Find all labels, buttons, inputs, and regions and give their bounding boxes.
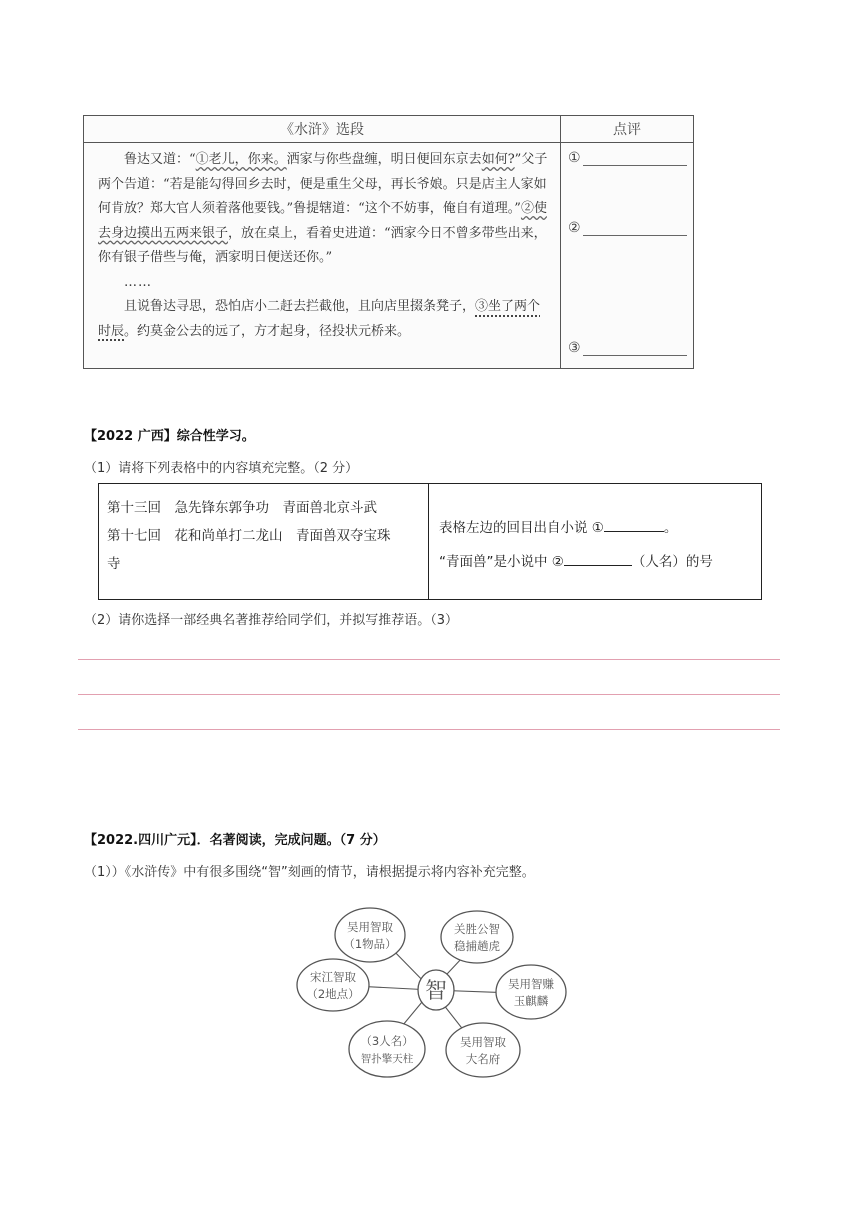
answer-novel[interactable]: 表格左边的回目出自小说 ① 。: [439, 520, 678, 536]
node-5: [349, 1021, 425, 1077]
svg-text:（3人名）: （3人名）: [360, 1034, 414, 1048]
mark-1b: 如何?: [481, 152, 515, 167]
chapter-table: [98, 483, 762, 600]
chapter-list: 第十三回 急先锋东郭争功 青面兽北京斗武 第十七回 花和尚单打二龙山 青面兽双夺宝珠 寺: [107, 500, 391, 572]
node-4: [446, 1023, 520, 1077]
svg-text:（1物品）: （1物品）: [343, 937, 397, 951]
writing-line-1[interactable]: [78, 659, 780, 660]
section1-q2: （2）请你选择一部经典名著推荐给同学们，并拟写推荐语。（3）: [84, 613, 459, 628]
writing-line-3[interactable]: [78, 729, 780, 730]
mark-2: ②使去身边摸出五两来银子: [98, 201, 547, 241]
section1-q1: （1）请将下列表格中的内容填充完整。（2 分）: [84, 461, 359, 476]
comment-header: 点评: [613, 122, 641, 138]
svg-text:关胜公智: 关胜公智: [454, 922, 500, 936]
svg-text:吴用智赚: 吴用智赚: [508, 977, 554, 991]
node-6: [297, 959, 369, 1011]
section1-title: 【2022 广西】综合性学习。: [84, 429, 255, 444]
node-2: [441, 911, 513, 963]
center-label: 智: [424, 979, 448, 1004]
node-3: [496, 965, 566, 1019]
comment-1[interactable]: ①: [568, 150, 687, 166]
svg-text:（2地点）: （2地点）: [306, 987, 360, 1001]
svg-text:稳捕趟虎: 稳捕趟虎: [454, 939, 500, 953]
writing-line-2[interactable]: [78, 694, 780, 695]
excerpt-text: 鲁达又道：“①老儿，你来。洒家与你些盘缠，明日便回东京去如何?”父子两个告道：“若是能勾得回乡去时，便是重生父母，再长爷娘。只是店主人家如何肯放？郑大官人须着落他要钱。”鲁提辖道：“这个不妨事，俺自有道理。”②使去身边摸出五两来银子，放在桌上，看着史进道：“洒家今日不曾多带些出来，你有银子借些与俺，洒家明日便送还你。” …… 且说鲁达寻思，恐怕店小二赶去拦截他，且向店里掇条凳子，③坐了两个时辰。约莫金公去的远了，方才起身，径投状元桥来。: [98, 152, 548, 339]
excerpt-table: [83, 115, 694, 369]
section2-q1: （1））《水浒传》中有很多围绕“智”刻画的情节，请根据提示将内容补充完整。: [84, 865, 535, 880]
excerpt-header: 《水浒》选段: [280, 122, 364, 138]
svg-text:宋江智取: 宋江智取: [310, 970, 356, 984]
comment-3[interactable]: ③: [568, 340, 687, 356]
mark-3: ③坐了两个时辰: [98, 299, 541, 339]
svg-text:大名府: 大名府: [465, 1052, 501, 1066]
mark-1: ①老儿，你来。: [195, 152, 287, 167]
svg-text:智扑擎天柱: 智扑擎天柱: [360, 1053, 414, 1065]
answer-person[interactable]: “青面兽”是小说中 ② （人名）的号: [439, 554, 713, 570]
section2-title: 【2022.四川广元】．名著阅读，完成问题。（7 分）: [84, 833, 386, 848]
zhi-diagram: [290, 903, 575, 1083]
comment-2[interactable]: ②: [568, 220, 687, 236]
svg-text:吴用智取: 吴用智取: [460, 1035, 506, 1049]
svg-text:吴用智取: 吴用智取: [347, 920, 393, 934]
svg-text:玉麒麟: 玉麒麟: [513, 994, 549, 1008]
node-1: [335, 908, 405, 962]
